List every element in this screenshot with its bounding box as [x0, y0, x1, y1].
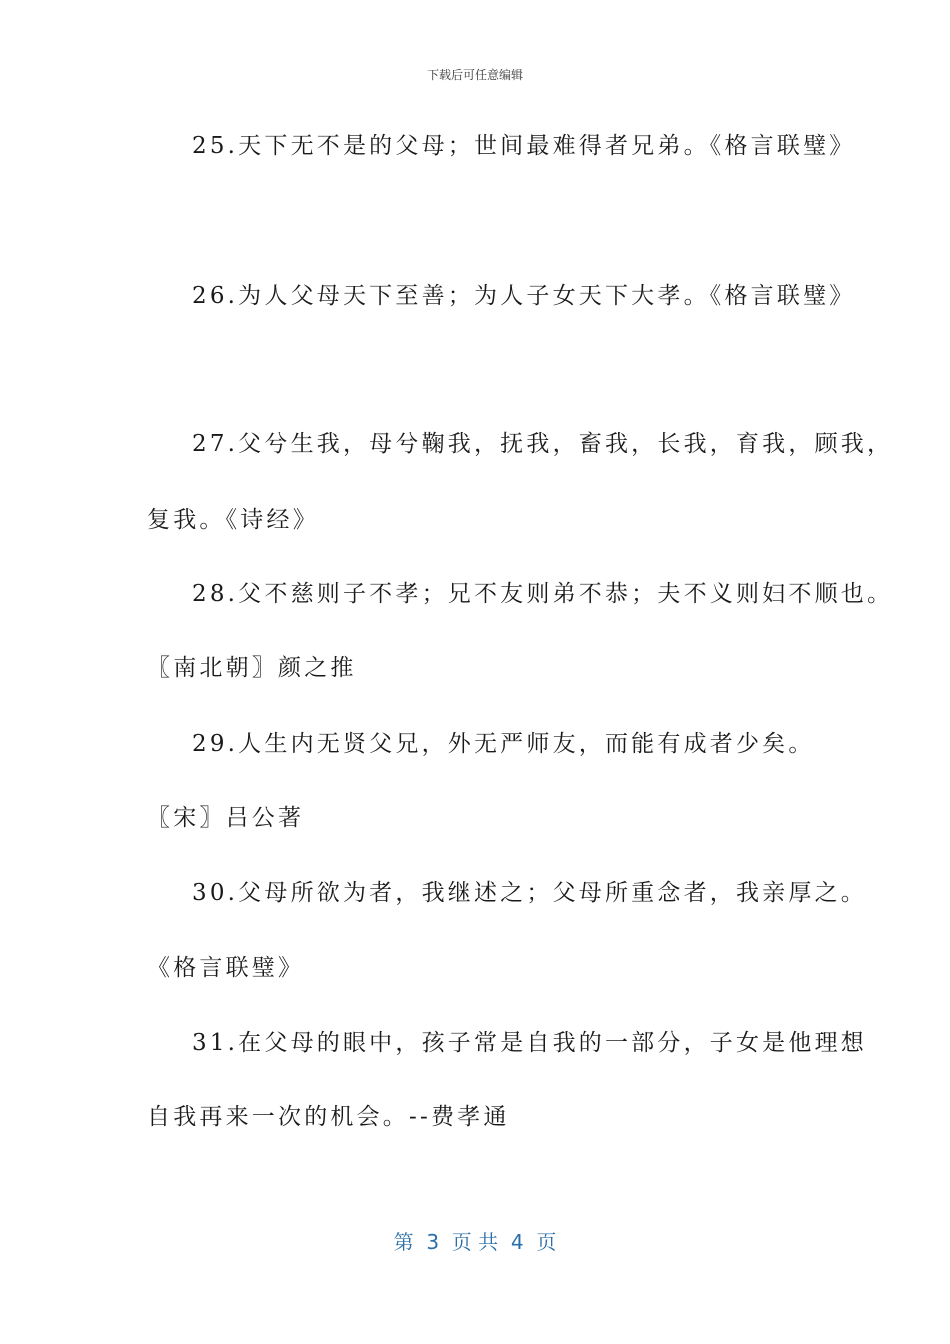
quote-29-line-1: 29.人生内无贤父兄，外无严师友，而能有成者少矣。: [192, 731, 815, 757]
quote-27-line-1: 27.父兮生我，母兮鞠我，抚我，畜我，长我，育我，顾我，: [192, 431, 894, 457]
quote-27-line-2: 复我。《诗经》: [147, 507, 319, 533]
quote-30-line-1: 30.父母所欲为者，我继述之；父母所重念者，我亲厚之。: [192, 880, 867, 906]
header-note: 下载后可任意编辑: [426, 68, 523, 82]
quote-31-line-2: 自我再来一次的机会。--费孝通: [147, 1104, 510, 1130]
quote-26: 26.为人父母天下至善；为人子女天下大孝。《格言联璧》: [192, 283, 856, 309]
quote-25: 25.天下无不是的父母；世间最难得者兄弟。《格言联璧》: [192, 133, 856, 159]
quote-28-author: 〖南北朝〗颜之推: [147, 655, 357, 681]
quote-30-source: 《格言联璧》: [147, 955, 305, 981]
quote-31-line-1: 31.在父母的眼中，孩子常是自我的一部分，子女是他理想: [192, 1030, 867, 1056]
quote-28-line-1: 28.父不慈则子不孝；兄不友则弟不恭；夫不义则妇不顺也。: [192, 581, 894, 607]
quote-29-author: 〖宋〗吕公著: [147, 805, 305, 831]
page-number: 第 3 页 共 4 页: [393, 1230, 557, 1254]
